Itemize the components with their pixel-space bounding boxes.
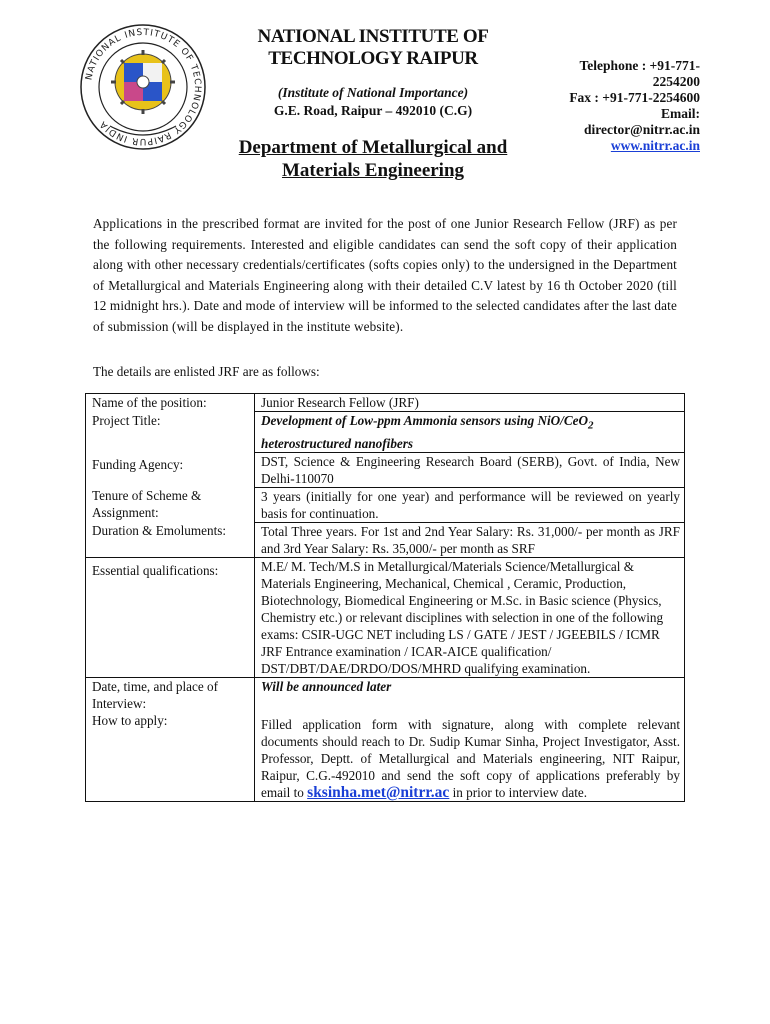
institute-logo: [78, 22, 208, 152]
table-row: [86, 522, 685, 557]
position-value: Junior Research Fellow (JRF): [255, 394, 685, 412]
project-title-subscript: 2: [588, 419, 594, 432]
institute-subtitle: [228, 84, 518, 120]
department-line1: Department of Metallurgical and: [238, 137, 508, 158]
department-line2: Materials Engineering: [281, 160, 465, 181]
essential-value: M.E/ M. Tech/M.S in Metallurgical/Materials Science/Metallurgical & Materials Engineering, Mechanical, Chemical , Ceramic, Production, Biotechnology, Biomedical Engineering or M.Sc. in Basic science (Physics, Chemistry etc.) or relevant disciplines with selection in one of the following exams: CSIR-UGC NET including LS / GATE / JEST / JGEEBILS / ICMR JRF Entrance examination / ICAR-AICE qualification/ DST/DBT/DAE/DRDO/DOS/MHRD qualifying examination.: [255, 557, 685, 677]
contact-block: [530, 58, 700, 154]
table-row: [86, 394, 685, 412]
institute-name-line1: NATIONAL INSTITUTE OF: [257, 26, 489, 47]
funding-value: DST, Science & Engineering Research Board (SERB), Govt. of India, New Delhi-110070: [255, 452, 685, 487]
apply-tail: in prior to interview date.: [449, 784, 588, 800]
details-table: [85, 393, 685, 802]
email-label: Email:: [661, 106, 700, 121]
website-link[interactable]: www.nitrr.ac.in: [610, 138, 700, 153]
tenure-label: Tenure of Scheme & Assignment:: [86, 487, 255, 522]
interview-label: Date, time, and place of Interview:: [86, 677, 255, 712]
logo-ring-text: NATIONAL INSTITUTE OF TECHNOLOGY RAIPUR INDIA: [84, 27, 203, 147]
project-value: [255, 412, 685, 453]
telephone-cont: 2254200: [652, 74, 700, 89]
project-title-text: Development of Low-ppm Ammonia sensors using NiO/CeO: [261, 413, 589, 428]
apply-text: Filled application form with signature, along with complete relevant documents should reach to Dr. Sudip Kumar Sinha, Project Investigator, Asst. Professor, Deptt. of Metallurgical and Materials engineering, NIT Raipur, Raipur, C.G.-492010 and send the soft copy of applications preferably by email to: [261, 716, 680, 800]
table-row: [86, 712, 685, 802]
apply-value: [255, 712, 685, 802]
position-label: Name of the position:: [86, 394, 255, 412]
apply-label: How to apply:: [86, 712, 255, 802]
table-row: [86, 412, 685, 453]
department-title: [218, 136, 528, 182]
table-row: [86, 557, 685, 677]
essential-label: Essential qualifications:: [86, 557, 255, 677]
table-row: [86, 677, 685, 712]
table-row: [86, 452, 685, 487]
funding-label: Funding Agency:: [86, 452, 255, 487]
intro-paragraph: Applications in the prescribed format are invited for the post of one Junior Research Fellow (JRF) as per the following requirements. Interested and eligible candidates can send the soft copy of their application along with other necessary credentials/certificates (softs copies only) to the undersigned in the Department of Metallurgical and Materials Engineering along with their detailed C.V latest by 16 th October 2020 (till 12 midnight hrs.). Date and mode of interview will be informed to the selected candidates after the last date of submission (will be displayed in the institute website).: [93, 216, 677, 334]
project-title-text2: heterostructured nanofibers: [261, 435, 414, 451]
institute-name-line2: TECHNOLOGY RAIPUR: [268, 48, 478, 69]
fax: Fax : +91-771-2254600: [569, 90, 700, 105]
details-lead: The details are enlisted JRF are as follows:: [93, 364, 320, 379]
institute-name: [228, 26, 518, 70]
gear-emblem-icon: [111, 50, 175, 114]
telephone: Telephone : +91-771-: [579, 58, 700, 73]
institute-address: G.E. Road, Raipur – 492010 (C.G): [273, 103, 473, 118]
duration-value: Total Three years. For 1st and 2nd Year Salary: Rs. 31,000/- per month as JRF and 3rd Year Salary: Rs. 35,000/- per month as SRF: [255, 522, 685, 557]
apply-email-link[interactable]: sksinha.met@nitrr.ac: [307, 783, 450, 801]
interview-value: Will be announced later: [255, 677, 685, 712]
table-row: [86, 487, 685, 522]
director-email: director@nitrr.ac.in: [583, 122, 700, 137]
institute-importance: (Institute of National Importance): [277, 85, 469, 100]
tenure-value: 3 years (initially for one year) and performance will be reviewed on yearly basis for continuation.: [255, 487, 685, 522]
project-label: Project Title:: [86, 412, 255, 453]
duration-label: Duration & Emoluments:: [86, 522, 255, 557]
